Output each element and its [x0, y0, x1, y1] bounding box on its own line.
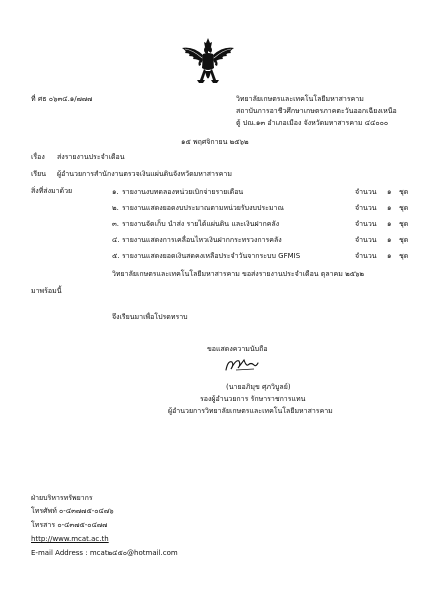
enclosure-quantity: ๑ [387, 188, 392, 196]
enclosure-item [112, 236, 412, 247]
enclosure-amount-label: จำนวน [355, 188, 377, 196]
recipient-label: เรียน [31, 170, 47, 178]
garuda-emblem [179, 36, 237, 88]
enclosure-number: ๒. [112, 204, 119, 212]
signer-name: (นายอภิมุข ศุภวิบูลย์) [226, 383, 291, 391]
enclosure-number: ๕. [112, 252, 120, 260]
enclosure-quantity: ๑ [387, 252, 392, 260]
enclosure-description: รายงานงบทดลองหน่วยเบิกจ่ายรายเดือน [122, 188, 244, 196]
enclosure-description: รายงานแสดงการเคลื่อนไหวเงินฝากกระทรวงการคลัง [122, 236, 282, 244]
enclosure-number: ๔. [112, 236, 120, 244]
handwritten-signature [224, 356, 260, 374]
enclosure-unit: ชุด [399, 252, 409, 260]
signer-organization: ผู้อำนวยการวิทยาลัยเกษตรและเทคโนโลยีมหาสารคาม [168, 407, 333, 415]
enclosure-amount-label: จำนวน [355, 220, 377, 228]
enclosure-amount-label: จำนวน [355, 204, 377, 212]
enclosures-label: สิ่งที่ส่งมาด้วย [31, 187, 73, 195]
closing-request: จึงเรียนมาเพื่อโปรดทราบ [112, 313, 188, 321]
enclosure-number: ๓. [112, 220, 120, 228]
recipient-text: ผู้อำนวยการสำนักงานตรวจเงินแผ่นดินจังหวัดมหาสารคาม [57, 170, 232, 178]
enclosure-description: รายงานจัดเก็บ นำส่ง รายได้แผ่นดิน และเงินฝากคลัง [122, 220, 280, 228]
enclosure-number: ๑. [112, 188, 119, 196]
enclosure-unit: ชุด [399, 204, 409, 212]
enclosure-unit: ชุด [399, 220, 409, 228]
enclosure-amount-label: จำนวน [355, 252, 377, 260]
signer-title: รองผู้อำนวยการ รักษาราชการแทน [200, 395, 306, 403]
closing-salutation: ขอแสดงความนับถือ [207, 345, 268, 353]
enclosure-item [112, 252, 412, 263]
enclosure-quantity: ๑ [387, 220, 392, 228]
footer-fax: โทรสาร ๐-๔๓๗๕-๐๔๗๗ [31, 521, 108, 529]
body-paragraph-line1: วิทยาลัยเกษตรและเทคโนโลยีมหาสารคาม ขอส่งรายงานประจำเดือน ตุลาคม ๒๕๖๒ [112, 270, 365, 278]
org-address: ตู้ ปณ.๑๓ อำเภอเมือง จังหวัดมหาสารคาม ๔๔๐๐๐ [236, 119, 389, 127]
body-paragraph-line2: มาพร้อมนี้ [31, 287, 62, 295]
website-link[interactable]: http://www.mcat.ac.th [31, 535, 109, 543]
enclosure-item [112, 188, 412, 199]
enclosure-unit: ชุด [399, 188, 409, 196]
enclosure-quantity: ๑ [387, 204, 392, 212]
footer-department: ฝ่ายบริหารทรัพยากร [31, 494, 93, 502]
subject-text: ส่งรายงานประจำเดือน [57, 153, 125, 161]
footer-phone: โทรศัพท์ ๐-๔๓๗๗๕-๐๔๗๖ [31, 507, 114, 515]
enclosure-description: รายงานแสดงยอดเงินสดคงเหลือประจำวันจากระบบ GFMIS [122, 252, 301, 260]
footer-email: E-mail Address : mcat๒๔๕๐@hotmail.com [31, 549, 178, 557]
org-institute: สถาบันการอาชีวศึกษาเกษตรภาคตะวันออกเฉียงเหนือ [236, 107, 397, 115]
enclosure-item [112, 220, 412, 231]
enclosure-description: รายงานแสดงยอดงบประมาณตามหน่วยรับงบประมาณ [122, 204, 284, 212]
enclosure-item [112, 204, 412, 215]
subject-label: เรื่อง [31, 153, 45, 161]
enclosure-quantity: ๑ [387, 236, 392, 244]
document-date: ๑๕ พฤศจิกายน ๒๕๖๒ [181, 138, 249, 146]
document-number: ที่ ศธ ๐๖๓๔.๑/๗๗๗ [31, 95, 93, 103]
org-name: วิทยาลัยเกษตรและเทคโนโลยีมหาสารคาม [236, 95, 364, 103]
enclosure-amount-label: จำนวน [355, 236, 377, 244]
enclosure-unit: ชุด [399, 236, 409, 244]
